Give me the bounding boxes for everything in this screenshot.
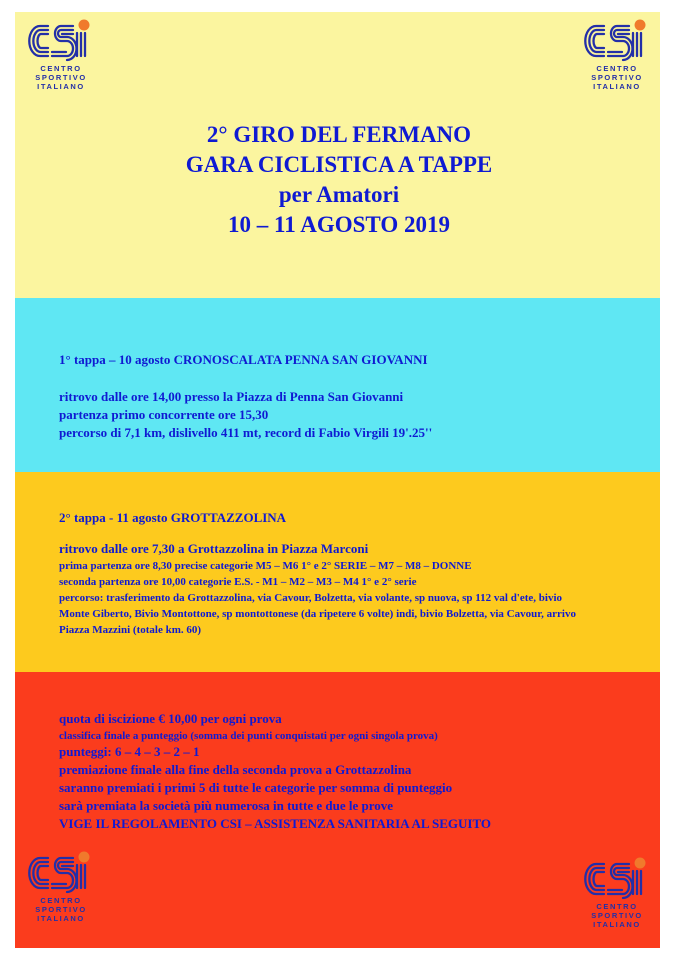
awards-final: premiazione finale alla fine della seconda prova a Grottazzolina (59, 762, 412, 777)
points-info: punteggi: 6 – 4 – 3 – 2 – 1 (59, 744, 200, 759)
logo-text-line2: SPORTIVO (35, 905, 87, 914)
stage1-route: percorso di 7,1 km, dislivello 411 mt, record di Fabio Virgili 19'.25'' (59, 425, 433, 440)
csi-logo-icon (26, 850, 96, 898)
stage2-route-line2: Monte Giberto, Bivio Montottone, sp montottonese (da ripetere 6 volte) indi, bivio Bolzetta, via Cavour, arrivo (59, 608, 576, 620)
stage2-meeting: ritrovo dalle ore 7,30 a Grottazzolina in Piazza Marconi (59, 541, 369, 556)
stage2-route-line3: Piazza Mazzini (totale km. 60) (59, 624, 202, 636)
title-line-dates: 10 – 11 AGOSTO 2019 (228, 212, 450, 237)
csi-logo-icon (582, 18, 652, 66)
stage2-route-line1: percorso: trasferimento da Grottazzolina, via Cavour, Bolzetta, via volante, sp nuova, sp 112 val d'ete, bivio (59, 592, 563, 604)
entry-fee: quota di iscizione € 10,00 per ogni prova (59, 711, 282, 726)
stage2-first-start: prima partenza ore 8,30 precise categorie M5 – M6 1° e 2° SERIE – M7 – M8 – DONNE (59, 560, 472, 572)
ranking-info: classifica finale a punteggio (somma dei punti conquistati per ogni singola prova) (59, 730, 438, 742)
csi-logo-bottom-right (582, 856, 652, 930)
logo-text-line1: CENTRO (596, 64, 638, 73)
title-line-edition: 2° GIRO DEL FERMANO (206, 122, 472, 147)
logo-text-line2: SPORTIVO (591, 911, 643, 920)
logo-text-line3: ITALIANO (593, 82, 641, 91)
awards-top5: saranno premiati i primi 5 di tutte le categorie per somma di punteggio (59, 780, 453, 795)
event-title (100, 120, 578, 240)
csi-logo-bottom-left (26, 850, 96, 924)
stage1-meeting: ritrovo dalle ore 14,00 presso la Piazza di Penna San Giovanni (59, 389, 404, 404)
logo-text-line2: SPORTIVO (591, 73, 643, 82)
logo-text-line1: CENTRO (596, 902, 638, 911)
stage1-title: 1° tappa – 10 agosto CRONOSCALATA PENNA SAN GIOVANNI (59, 352, 428, 367)
regulation-notice: VIGE IL REGOLAMENTO CSI – ASSISTENZA SANITARIA AL SEGUITO (59, 816, 492, 831)
logo-text-line3: ITALIANO (593, 920, 641, 929)
logo-text-line3: ITALIANO (37, 914, 85, 923)
csi-logo-top-left (26, 18, 96, 92)
stage2-title: 2° tappa - 11 agosto GROTTAZZOLINA (59, 510, 287, 525)
logo-text-line2: SPORTIVO (35, 73, 87, 82)
awards-team: sarà premiata la società più numerosa in tutte e due le prove (59, 798, 394, 813)
csi-logo-icon (582, 856, 652, 904)
csi-logo-icon (26, 18, 96, 66)
title-line-race: GARA CICLISTICA A TAPPE (185, 152, 493, 177)
logo-text-line1: CENTRO (40, 64, 82, 73)
stage1-start: partenza primo concorrente ore 15,30 (59, 407, 269, 422)
stage2-second-start: seconda partenza ore 10,00 categorie E.S. - M1 – M2 – M3 – M4 1° e 2° serie (59, 576, 417, 588)
csi-logo-top-right (582, 18, 652, 92)
stage1-band (15, 298, 660, 472)
title-line-category: per Amatori (278, 182, 400, 207)
logo-text-line1: CENTRO (40, 896, 82, 905)
logo-text-line3: ITALIANO (37, 82, 85, 91)
